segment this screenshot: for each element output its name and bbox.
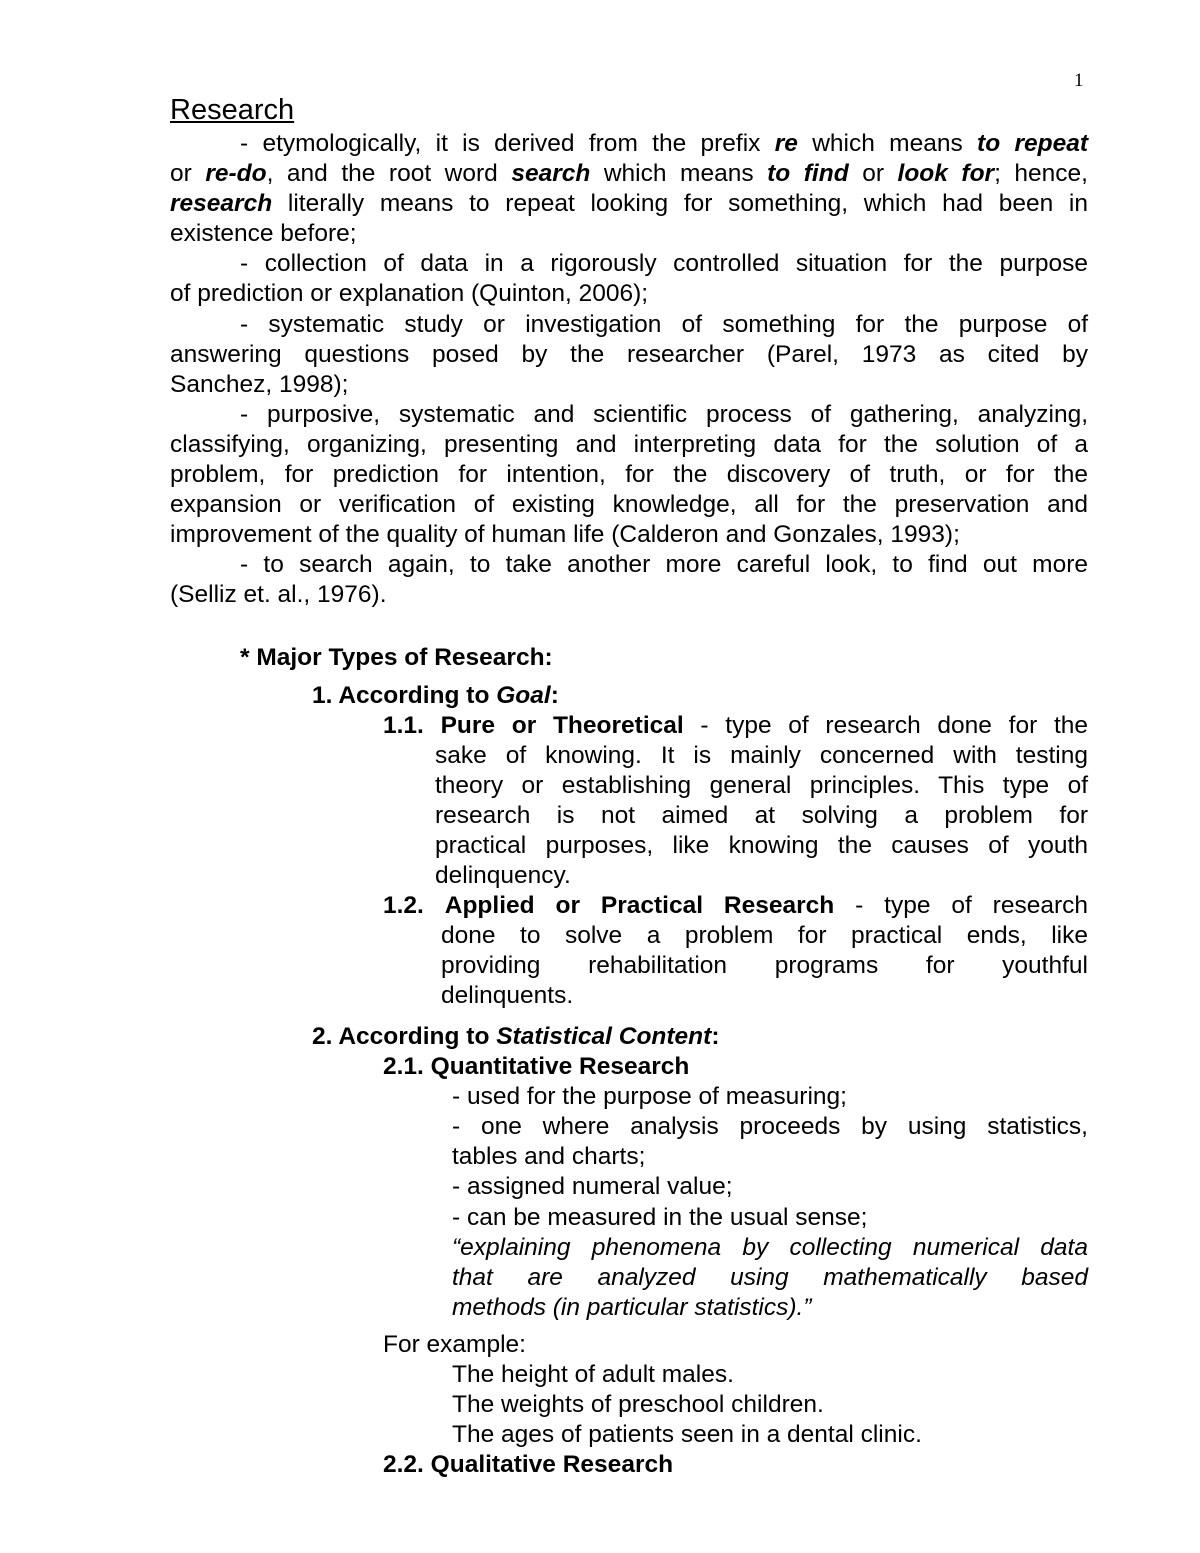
qualitative-heading: 2.2. Qualitative Research xyxy=(383,1451,674,1478)
pure-research-line-4: research is not aimed at solving a problem for xyxy=(435,802,1088,829)
definition-4-line-5: improvement of the quality of human life (Calderon and Gonzales, 1993); xyxy=(170,521,960,548)
pure-research-line-2: sake of knowing. It is mainly concerned with testing xyxy=(435,742,1088,769)
quantitative-quote-line-2: that are analyzed using mathematically based xyxy=(452,1264,1088,1291)
example-item: The weights of preschool children. xyxy=(452,1391,824,1418)
quantitative-quote-line-1: “explaining phenomena by collecting numerical data xyxy=(452,1234,1088,1261)
example-label: For example: xyxy=(383,1331,526,1358)
applied-research-line-4: delinquents. xyxy=(441,982,574,1009)
definition-5-line-1: - to search again, to take another more careful look, to find out more xyxy=(240,551,1088,578)
quantitative-bullet-1: - used for the purpose of measuring; xyxy=(452,1083,847,1110)
quantitative-heading: 2.1. Quantitative Research xyxy=(383,1053,690,1080)
applied-research-line-2: done to solve a problem for practical ends, like xyxy=(441,922,1088,949)
definition-4-line-1: - purposive, systematic and scientific process of gathering, analyzing, xyxy=(240,401,1088,428)
example-item: The height of adult males. xyxy=(452,1361,734,1388)
pure-research-line-5: practical purposes, like knowing the causes of youth xyxy=(435,832,1088,859)
definition-1-line-4: existence before; xyxy=(170,220,357,247)
definition-2-line-1: - collection of data in a rigorously controlled situation for the purpose xyxy=(240,250,1088,277)
definition-3-line-1: - systematic study or investigation of something for the purpose of xyxy=(240,311,1088,338)
pure-research-line-3: theory or establishing general principles. This type of xyxy=(435,772,1088,799)
definition-4-line-4: expansion or verification of existing knowledge, all for the preservation and xyxy=(170,491,1088,518)
definition-3-line-3: Sanchez, 1998); xyxy=(170,371,349,398)
definition-4-line-3: problem, for prediction for intention, for the discovery of truth, or for the xyxy=(170,461,1088,488)
page-title: Research xyxy=(170,94,295,126)
quantitative-bullet-2: - one where analysis proceeds by using statistics, xyxy=(452,1113,1088,1140)
quantitative-bullet-4: - can be measured in the usual sense; xyxy=(452,1204,868,1231)
definition-2-line-2: of prediction or explanation (Quinton, 2006); xyxy=(170,280,649,307)
definition-3-line-2: answering questions posed by the researcher (Parel, 1973 as cited by xyxy=(170,341,1088,368)
definition-1-line-3: research literally means to repeat looking for something, which had been in xyxy=(170,190,1088,217)
definition-4-line-2: classifying, organizing, presenting and interpreting data for the solution of a xyxy=(170,431,1088,458)
applied-research-line-1: 1.2. Applied or Practical Research - type of research xyxy=(383,892,1088,919)
quantitative-bullet-2-cont: tables and charts; xyxy=(452,1143,646,1170)
definition-1-line-1: - etymologically, it is derived from the prefix re which means to repeat xyxy=(240,130,1088,157)
goal-heading: 1. According to Goal: xyxy=(312,682,559,709)
applied-research-line-3: providing rehabilitation programs for youthful xyxy=(441,952,1088,979)
statistical-content-heading: 2. According to Statistical Content: xyxy=(312,1023,720,1050)
page-number: 1 xyxy=(1074,70,1084,91)
definition-5-line-2: (Selliz et. al., 1976). xyxy=(170,581,387,608)
pure-research-line-1: 1.1. Pure or Theoretical - type of research done for the xyxy=(383,712,1088,739)
example-item: The ages of patients seen in a dental clinic. xyxy=(452,1421,922,1448)
definition-1-line-2: or re-do, and the root word search which means to find or look for; hence, xyxy=(170,160,1088,187)
quantitative-bullet-3: - assigned numeral value; xyxy=(452,1173,733,1200)
pure-research-line-6: delinquency. xyxy=(435,862,571,889)
quantitative-quote-line-3: methods (in particular statistics).” xyxy=(452,1294,812,1321)
major-types-heading: * Major Types of Research: xyxy=(240,644,553,671)
